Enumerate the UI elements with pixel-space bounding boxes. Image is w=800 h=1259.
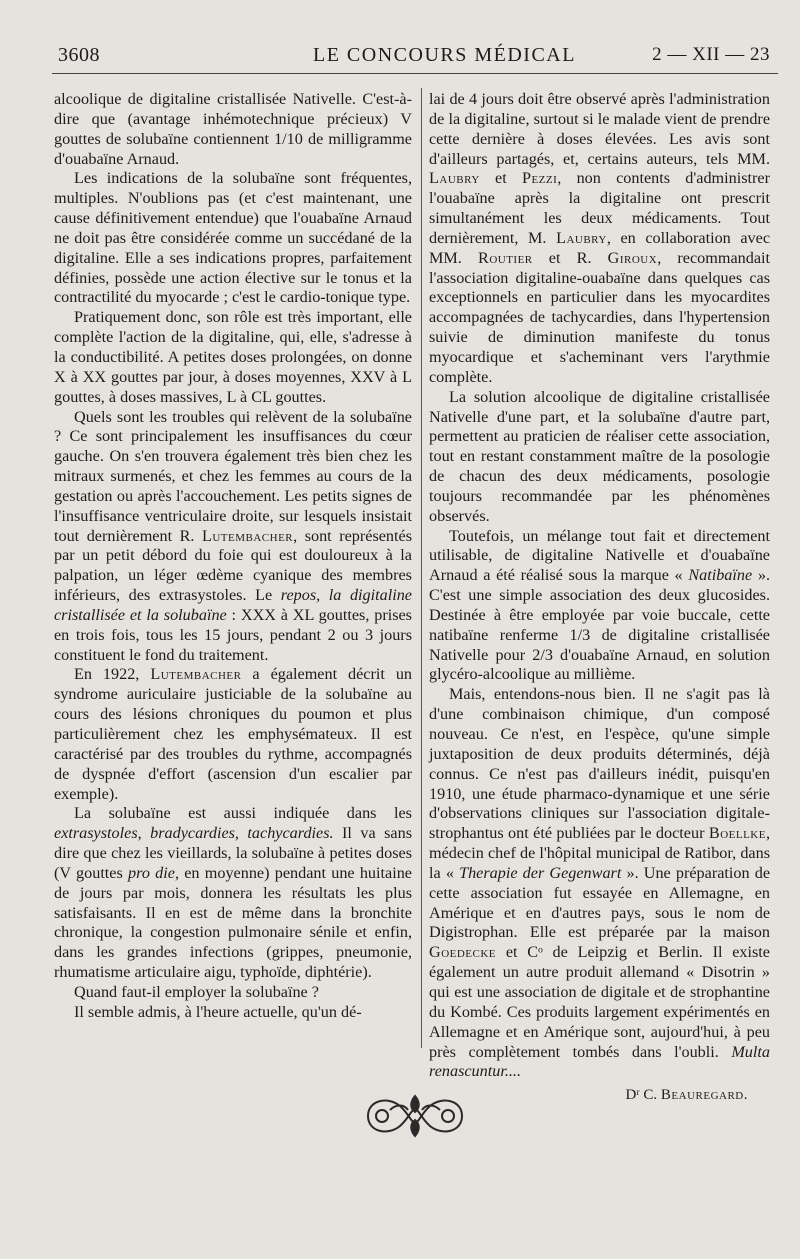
italic-text: repos, la digitaline cristallisée et la solubaïne: [54, 586, 412, 624]
author-name: Lutembacher: [150, 665, 242, 684]
text-run: , en moyenne) pendant une huitaine de jours par mois, donnera les résultats les plus satisfaisants. Il en est de même dans la bronchite chronique, la congestion pulmonaire sénile et enfin, dans les grandes infections (grippes, pneumonie, rhumatisme articulaire aigu, typhoïde, diphtérie).: [54, 863, 412, 982]
paragraph: [429, 90, 770, 388]
italic-text: Natibaïne: [688, 566, 753, 585]
paragraph: [429, 685, 770, 1082]
text-run: , sont représentés par un petit débord du foie qui est douloureux à la palpation, un léger œdème cyanique des membres inférieurs, des extrasystoles. Le: [54, 526, 413, 605]
author-name: Boellke: [708, 824, 766, 843]
text-run: , non contents d'administrer l'ouabaïne après la digitaline ont prescrit simultanément les deux médicaments. Tout dernièrement, M.: [429, 169, 770, 247]
italic-text: Therapie der Gegenwart: [459, 863, 622, 882]
text-run: a également décrit un syndrome auriculaire justiciable de la solubaïne au cours des lésions chroniques du poumon et plus particulièrement chez les emphysémateux. Il est caractérisé par des troubles du rythme, accompagnés de dyspnée d'effort (ascension d'un escalier par exemple).: [54, 665, 413, 803]
author-name: Giroux: [607, 248, 658, 267]
paragraph: Pratiquement donc, son rôle est très important, elle complète l'action de la digitaline, qui, elle, s'adresse à la conductibilité. A petites doses prolongées, on donne X à XX gouttes par jour, à doses moyennes, XXV à L gouttes, à doses massives, L à CL gouttes.: [54, 308, 412, 406]
header-rule: [52, 73, 778, 74]
left-column: [54, 90, 412, 1023]
issue-date: 2 — XII — 23: [652, 44, 770, 65]
text-run: , médecin chef de l'hôpital municipal de Ratibor, dans la «: [429, 824, 771, 882]
column-divider: [421, 88, 422, 1048]
text-run: En 1922,: [74, 665, 140, 684]
text-run: Il va sans dire que chez les vieillards, la solubaïne à petites doses (V gouttes: [54, 824, 412, 882]
text-run: et Cᵒ de Leipzig et Berlin. Il existe également un autre produit allemand « Disotrin » qui est une association de digitale et de strophantine du Kombé. Ces produits largement expérimentés en Allemagne et en Amérique sont, aujourd'hui, à peu près complètement tombés dans l'oubli.: [429, 943, 770, 1061]
author-name: Laubry: [429, 169, 480, 188]
text-run: Toutefois, un mélange tout fait et directement utilisable, de digitaline Nativelle et d'ouabaïne Arnaud a été réalisé sous la marque «: [429, 526, 770, 585]
paragraph: Les indications de la solubaïne sont fréquentes, multiples. N'oublions pas (et c'est maintenant, une cause définitivement entendue) que l'ouabaïne Arnaud ne doit pas être considérée comme un succédané de la digitaline. Elle a ses indications propres, parfaitement définies, possède une action élective sur le tonus et la contractilité du myocarde ; c'est le cardio-tonique type.: [54, 169, 412, 307]
text-run: La solubaïne est aussi indiquée dans les: [74, 804, 412, 823]
italic-text: extrasystoles, bradycardies, tachycardies.: [54, 824, 334, 843]
journal-title: LE CONCOURS MÉDICAL: [313, 44, 576, 66]
page-number: 3608: [58, 44, 100, 66]
author-name: Laubry: [556, 228, 607, 247]
paragraph: [54, 804, 412, 983]
signature: [429, 1086, 770, 1106]
paragraph: Il semble admis, à l'heure actuelle, qu'un dé-: [74, 1002, 362, 1021]
signature-prefix: Dʳ C.: [625, 1087, 658, 1104]
text-run: , recommandait l'association digitaline-ouabaïne dans quelques cas exceptionnels en particulier dans les myocardites accompagnées de tachycardies, dans l'hypertension suivie de diminution manifeste du tonus myocardique et s'acheminant vers l'arythmie complète.: [429, 248, 771, 386]
text-run: et R.: [532, 248, 592, 267]
text-run: et: [479, 169, 522, 188]
paragraph: Quand faut-il employer la solubaïne ?: [74, 982, 319, 1001]
right-column: [429, 90, 770, 1106]
paragraph: alcoolique de digitaline cristallisée Nativelle. C'est-à-dire que (avantage inhémotechnique précieux) V gouttes de solubaïne contiennent 1/10 de milligramme d'ouabaïne Arnaud.: [54, 90, 412, 168]
paragraph: [54, 408, 412, 666]
signature-name: Beauregard.: [660, 1087, 748, 1104]
author-name: Routier: [478, 248, 533, 267]
author-name: Goedecke: [429, 943, 497, 962]
text-run: Mais, entendons-nous bien. Il ne s'agit pas là d'une combinaison chimique, d'un composé nouveau. Ce n'est, en l'espèce, qu'une simple juxtaposition de deux produits déterminés, déjà connus. Ce n'est pas d'ailleurs inédit, puisqu'en 1910, une étude pharmaco-dynamique et une série d'observations cliniques sur l'association digitale-strophantus ont été publiées par le docteur: [429, 685, 770, 843]
text-run: ». C'est une simple association des deux glucosides. Destinée à être employée par voie buccale, cette natibaïne renferme 1/3 de digitaline cristallisée Nativelle pour 2/3 d'ouabaïne Arnaud, en solution glycéro-alcoolique au millième.: [429, 566, 770, 684]
author-name: Pezzi: [521, 169, 558, 188]
italic-text: pro die: [128, 863, 175, 882]
paragraph: [429, 527, 770, 686]
author-name: Lutembacher: [201, 526, 294, 545]
text-run: lai de 4 jours doit être observé après l'administration de la digitaline, surtout si le malade vient de prendre cette dernière à doses élevées. Les avis sont d'ailleurs partagés, et, certains auteurs, tels MM.: [429, 90, 770, 168]
text-run: ». Une préparation de cette association fut essayée en Allemagne, en Amérique et en d'autres pays, sous le nom de Digistrophan. Elle est préparée par la maison: [429, 863, 771, 942]
italic-text: Multa renascuntur....: [429, 1042, 770, 1081]
ornament-icon: [360, 1088, 470, 1144]
paragraph: [54, 665, 412, 804]
text-run: : XXX à XL gouttes, prises en trois fois, tous les 15 jours, pendant 2 ou 3 jours constituent le fond du traitement.: [54, 605, 412, 664]
page-header: [58, 44, 770, 68]
text-run: , en collaboration avec MM.: [429, 228, 770, 267]
text-run: Quels sont les troubles qui relèvent de la solubaïne ? Ce sont principalement les insuffisances du cœur gauche. On s'en trouvera également très bien chez les mitraux surmenés, et chez les femmes au cours de la gestation ou après l'accouchement. Les petits signes de l'insuffisance ventriculaire droite, sur lesquels insistait tout dernièrement R.: [54, 407, 412, 545]
paragraph: La solution alcoolique de digitaline cristallisée Nativelle d'une part, et la solubaïne d'autre part, permettent au praticien de réaliser cette association, tout en restant constamment maître de la posologie de chacun des deux médicaments, posologie toujours recommandée par les phénomènes observés.: [429, 387, 770, 525]
